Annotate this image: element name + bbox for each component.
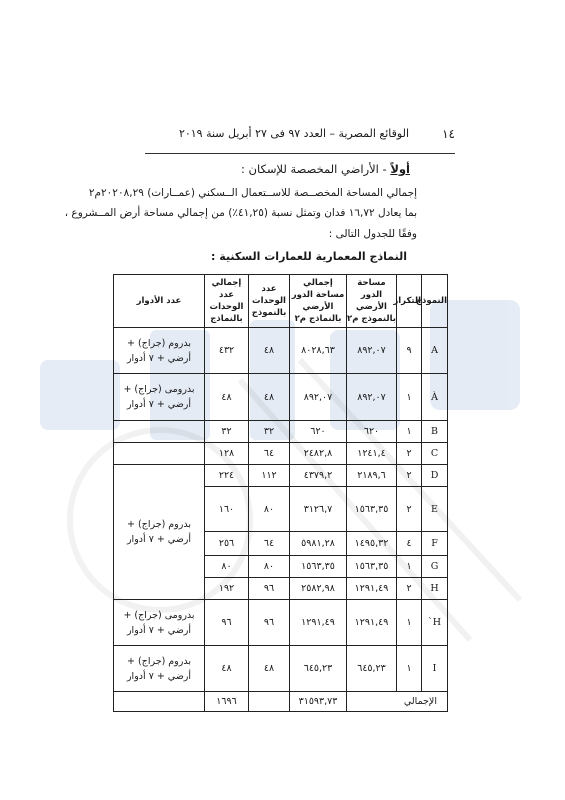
cell-floor-area: ١٥٦٣,٣٥ bbox=[347, 556, 397, 578]
cell-total-units: ٣٢ bbox=[205, 421, 249, 443]
cell-units: ٤٨ bbox=[249, 328, 290, 374]
cell-total-units: ٩٦ bbox=[205, 600, 249, 646]
total-label: الإجمالي bbox=[347, 692, 448, 712]
table-row bbox=[114, 646, 448, 692]
total-units: ١٦٩٦ bbox=[205, 692, 249, 712]
header-floors: عدد الأدوار bbox=[114, 275, 205, 328]
header-model: النموذج bbox=[422, 275, 448, 328]
cell-total-units: ١٦٠ bbox=[205, 487, 249, 532]
header-total-units: إجمالي عدد الوحدات بالنماذج bbox=[205, 275, 249, 328]
cell-floor-area: ١٢٩١,٤٩ bbox=[347, 578, 397, 600]
total-area: ٣١٥٩٣,٧٣ bbox=[290, 692, 347, 712]
section-heading-text: - الأراضي المخصصة للإسكان : bbox=[241, 162, 391, 176]
cell-repeat: ٢ bbox=[397, 487, 422, 532]
floors-line-2: أرضي + ٧ أدوار bbox=[126, 670, 192, 682]
cell-floors-empty bbox=[114, 421, 205, 443]
cell-floors bbox=[114, 646, 205, 692]
cell-floor-area: ٦٤٥,٢٣ bbox=[347, 646, 397, 692]
floors-line-2: أرضي + ٧ أدوار bbox=[126, 624, 192, 636]
header-units: عدد الوحدات بالنموذج bbox=[249, 275, 290, 328]
header-total-area: إجمالي مساحة الدور الأرضي بالنماذج م٢ bbox=[290, 275, 347, 328]
paragraph-line-2: بما يعادل ١٦,٧٢ فدان وتمثل نسبة (٤١,٢٥٪) من إجمالي مساحة أرض المــشروع ، bbox=[64, 207, 417, 219]
table-title: النماذج المعمارية للعمارات السكنية : bbox=[211, 250, 407, 263]
cell-total-units: ١٩٢ bbox=[205, 578, 249, 600]
cell-floors bbox=[114, 465, 205, 600]
floors-line-2: أرضي + ٧ أدوار bbox=[126, 399, 192, 410]
cell-model: I bbox=[422, 646, 448, 692]
total-floors-empty bbox=[114, 692, 205, 712]
cell-model: B bbox=[422, 421, 448, 443]
cell-floor-area: ٨٩٢,٠٧ bbox=[347, 328, 397, 374]
cell-floor-area: ٦٢٠ bbox=[347, 421, 397, 443]
table-header-row bbox=[114, 275, 448, 328]
cell-floors-empty bbox=[114, 443, 205, 465]
cell-total-units: ٤٨ bbox=[205, 646, 249, 692]
cell-units: ٩٦ bbox=[249, 600, 290, 646]
cell-units: ١١٢ bbox=[249, 465, 290, 487]
cell-repeat: ٩ bbox=[397, 328, 422, 374]
cell-total-units: ٤٣٢ bbox=[205, 328, 249, 374]
cell-floor-area: ١٥٦٣,٣٥ bbox=[347, 487, 397, 532]
page-number: ١٤ bbox=[442, 127, 455, 141]
cell-repeat: ٢ bbox=[397, 465, 422, 487]
floors-line-2: أرضي + ٧ أدوار bbox=[126, 352, 192, 364]
table-total-row bbox=[114, 692, 448, 712]
cell-floor-area: ١٤٩٥,٣٢ bbox=[347, 532, 397, 556]
header-floor-area: مساحة الدور الأرضي بالنموذج م٢ bbox=[347, 275, 397, 328]
cell-total-area: ٢٥٨٢,٩٨ bbox=[290, 578, 347, 600]
cell-floor-area: ٨٩٢,٠٧ bbox=[347, 374, 397, 421]
cell-model: F bbox=[422, 532, 448, 556]
cell-units: ٤٨ bbox=[249, 374, 290, 421]
table-row bbox=[114, 443, 448, 465]
page-header bbox=[150, 127, 455, 149]
cell-floors bbox=[114, 328, 205, 374]
cell-units: ٦٤ bbox=[249, 532, 290, 556]
cell-units: ٤٨ bbox=[249, 646, 290, 692]
floors-line-1: بدروم (جراج) + bbox=[127, 655, 191, 667]
total-units-empty bbox=[249, 692, 290, 712]
table-row bbox=[114, 600, 448, 646]
cell-total-units: ٨٠ bbox=[205, 556, 249, 578]
table-row bbox=[114, 465, 448, 487]
cell-total-units: ٢٢٤ bbox=[205, 465, 249, 487]
cell-total-area: ٥٩٨١,٢٨ bbox=[290, 532, 347, 556]
cell-floor-area: ٢١٨٩,٦ bbox=[347, 465, 397, 487]
paragraph-line-3: وفقًا للجدول التالى : bbox=[328, 228, 417, 240]
cell-total-units: ٢٥٦ bbox=[205, 532, 249, 556]
cell-total-area: ٦٢٠ bbox=[290, 421, 347, 443]
table-row bbox=[114, 421, 448, 443]
header-title: الوقائع المصرية – العدد ٩٧ فى ٢٧ أبريل سنة ٢٠١٩ bbox=[178, 127, 409, 140]
cell-model: G bbox=[422, 556, 448, 578]
table-row bbox=[114, 328, 448, 374]
cell-model: E bbox=[422, 487, 448, 532]
header-repeat: التكرار bbox=[397, 275, 422, 328]
cell-total-area: ٨٠٢٨,٦٣ bbox=[290, 328, 347, 374]
cell-units: ٨٠ bbox=[249, 487, 290, 532]
cell-total-area: ٢٤٨٢,٨ bbox=[290, 443, 347, 465]
section-heading-bold: أولاً bbox=[390, 162, 410, 176]
cell-model: À bbox=[422, 374, 448, 421]
cell-model: H` bbox=[422, 600, 448, 646]
cell-units: ٩٦ bbox=[249, 578, 290, 600]
cell-floors bbox=[114, 374, 205, 421]
cell-repeat: ١ bbox=[397, 646, 422, 692]
floors-line-1: بدروم (جراج) + bbox=[127, 519, 191, 530]
paragraph-line-1: إجمالي المساحة المخصــصة للاســتعمال الــسكني (عمــارات) ٢٠٢٠٨,٢٩م٢ bbox=[88, 187, 417, 199]
cell-model: D bbox=[422, 465, 448, 487]
cell-units: ٣٢ bbox=[249, 421, 290, 443]
cell-model: A bbox=[422, 328, 448, 374]
cell-total-area: ١٥٦٣,٣٥ bbox=[290, 556, 347, 578]
section-heading bbox=[241, 162, 410, 176]
cell-total-area: ٤٣٧٩,٢ bbox=[290, 465, 347, 487]
cell-total-units: ٤٨ bbox=[205, 374, 249, 421]
cell-total-area: ٨٩٢,٠٧ bbox=[290, 374, 347, 421]
cell-total-area: ٣١٢٦,٧ bbox=[290, 487, 347, 532]
cell-total-area: ٦٤٥,٢٣ bbox=[290, 646, 347, 692]
cell-repeat: ١ bbox=[397, 600, 422, 646]
cell-floor-area: ١٢٤١,٤ bbox=[347, 443, 397, 465]
cell-units: ٨٠ bbox=[249, 556, 290, 578]
header-rule bbox=[145, 153, 455, 154]
cell-repeat: ١ bbox=[397, 556, 422, 578]
floors-line-2: أرضي + ٧ أدوار bbox=[126, 534, 192, 545]
cell-total-units: ١٢٨ bbox=[205, 443, 249, 465]
table-row bbox=[114, 374, 448, 421]
cell-repeat: ٤ bbox=[397, 532, 422, 556]
cell-repeat: ٢ bbox=[397, 443, 422, 465]
cell-total-area: ١٢٩١,٤٩ bbox=[290, 600, 347, 646]
cell-floors bbox=[114, 600, 205, 646]
cell-repeat: ٢ bbox=[397, 578, 422, 600]
cell-units: ٦٤ bbox=[249, 443, 290, 465]
cell-repeat: ١ bbox=[397, 374, 422, 421]
floors-line-1: بدروم (جراج) + bbox=[127, 337, 191, 349]
building-models-table bbox=[113, 274, 448, 712]
cell-model: H bbox=[422, 578, 448, 600]
floors-line-1: بدرومى (جراج) + bbox=[123, 384, 195, 395]
floors-line-1: بدرومى (جراج) + bbox=[123, 609, 195, 621]
cell-model: C bbox=[422, 443, 448, 465]
cell-floor-area: ١٢٩١,٤٩ bbox=[347, 600, 397, 646]
cell-repeat: ١ bbox=[397, 421, 422, 443]
